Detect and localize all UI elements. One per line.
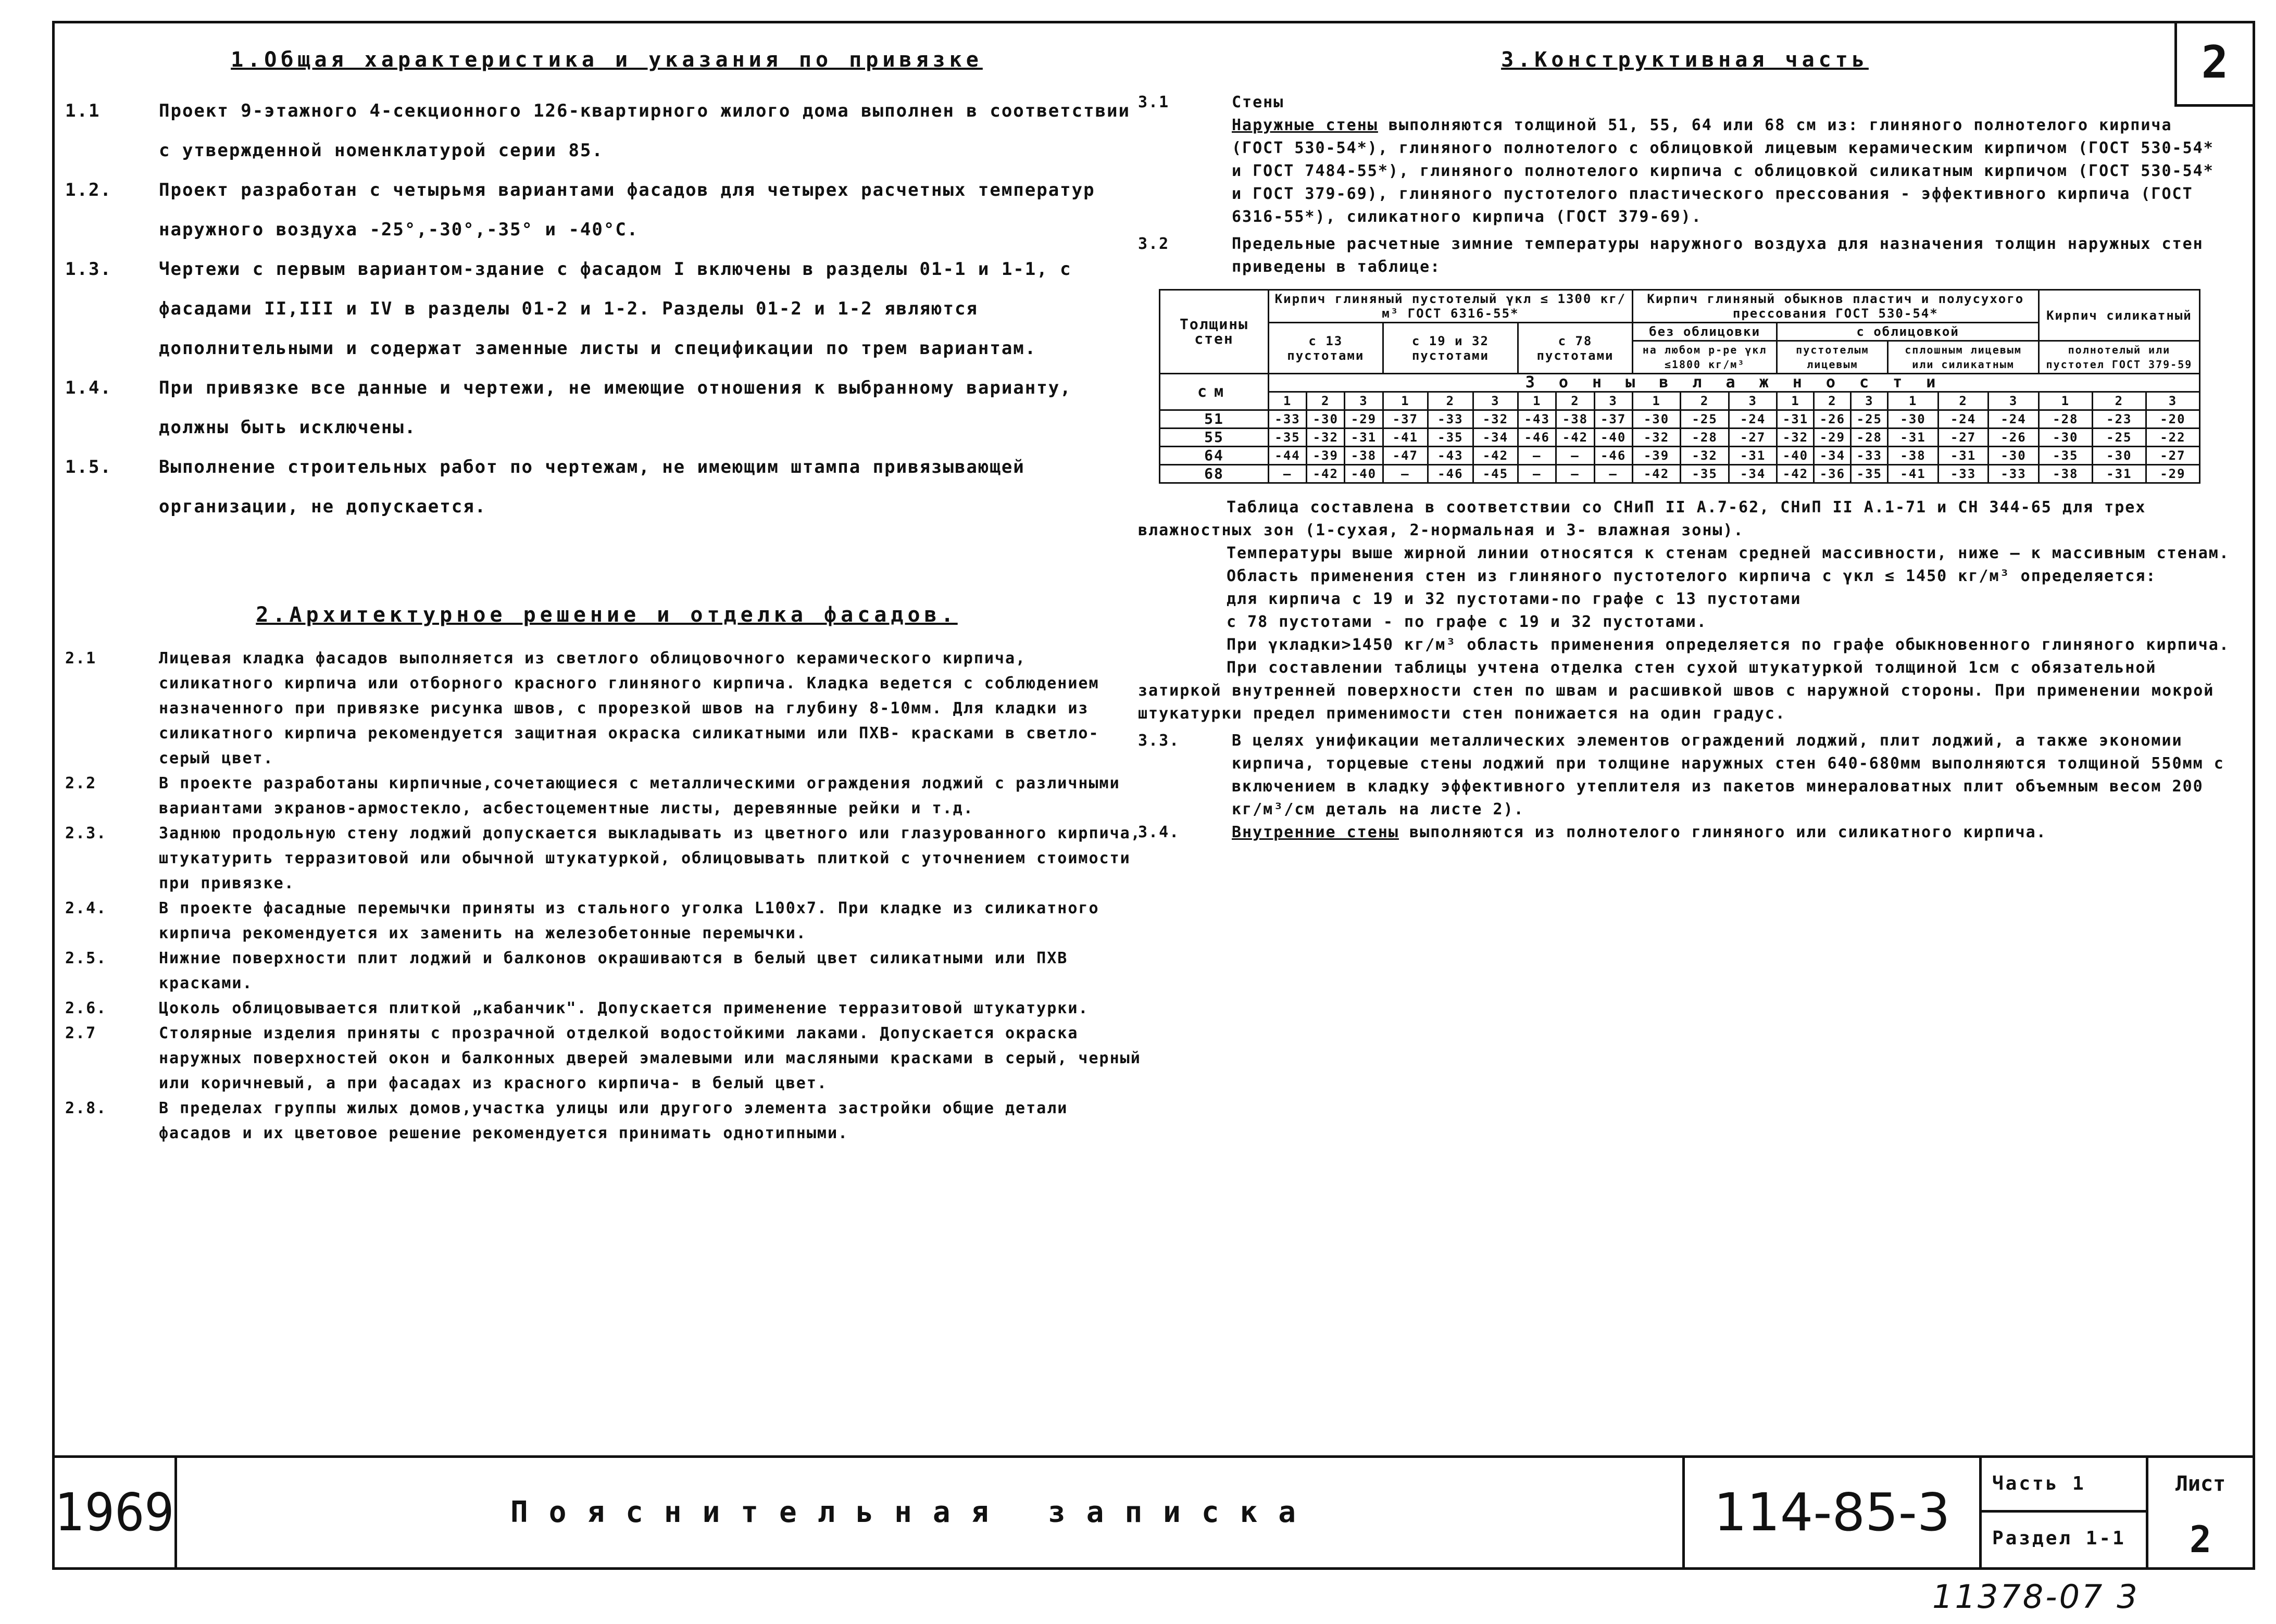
clause-text: Выполнение строительных работ по чертежам, не имеющим штампа привязывающей организации, не допускается. [159,457,1025,517]
temperature-cell: -31 [2092,465,2146,483]
clause-text: Проект разработан с четырьмя вариантами фасадов для четырех расчетных температур наружного воздуха -25°,-30°,-35° и -40°С. [159,180,1095,240]
temperature-cell: — [1518,447,1556,465]
temperature-cell: -40 [1777,447,1814,465]
table-header-no-facing: без облицовки [1632,323,1777,341]
temperature-cell: — [1518,465,1556,483]
clause-text: В проекте разработаны кирпичные,сочетающиеся с металлическими ограждения лоджий с различными вариантами экранов-армостекло, асбестоцементные листы, деревянные рейки и т.д. [159,774,1120,817]
clause-text: Заднюю продольную стену лоджий допускается выкладывать из цветного или глазурованного кирпича, штукатурить терразитовой или обычной штукатуркой, облицовывать плиткой с уточнением стоимости при привязке. [159,824,1141,892]
zone-number-cell: 2 [1428,392,1473,410]
temperature-cell: -41 [1383,429,1428,447]
table-notes [1138,496,2232,725]
temperature-cell: -32 [1681,447,1729,465]
temperature-cell: -35 [1851,465,1888,483]
temperature-cell: -41 [1888,465,1938,483]
clause-number: 3.2 [1138,235,1170,253]
clause [65,368,1148,447]
archive-number: 11378-07 3 [1932,1578,2140,1616]
section-3-title: 3.Конструктивная часть [1501,48,1869,72]
table-header-silicate-sub: полнотелый или пустотел ГОСТ 379-59 [2039,341,2199,374]
table-unit: см [1160,374,1269,410]
clause-text: В проекте фасадные перемычки приняты из стального уголка L100х7. При кладке из силикатного кирпича рекомендуется их заменить на железобетонные перемычки. [159,899,1099,942]
temperature-cell: -37 [1383,410,1428,429]
temperature-cell: -27 [1729,429,1777,447]
clause-text: Лицевая кладка фасадов выполняется из светлого облицовочного керамического кирпича, силикатного кирпича или отборного красного глиняного кирпича. Кладка ведется с соблюдением назначенного при привязке рисунка швов, с прорезкой швов на глубину 8-10мм. Для кладки из силикатного кирпича рекомендуется защитная окраска силикатными или ПХВ- красками в светло- серый цвет. [159,649,1099,767]
temperature-cell: -33 [1851,447,1888,465]
temperature-cell: -43 [1518,410,1556,429]
temperature-cell: -36 [1814,465,1851,483]
temperature-cell: -23 [2092,410,2146,429]
page-number-box: 2 [2174,23,2253,107]
zone-number-cell: 1 [1777,392,1814,410]
temperature-cell: -32 [1632,429,1681,447]
thickness-cell: 68 [1160,465,1269,483]
temperature-cell: -31 [1938,447,1988,465]
table-header-group-1: Кирпич глиняный пустотелый γкл ≤ 1300 кг/м³ ГОСТ 6316-55* [1269,290,1633,323]
zone-number-cell: 3 [1345,392,1383,410]
clause-text: Чертежи с первым вариантом-здание с фасадом I включены в разделы 01-1 и 1-1, с фасадами II,III и IV в разделы 01-2 и 1-2. Разделы 01-2 и 1-2 являются дополнительными и содержат заменные листы и спецификации по трем вариантам. [159,259,1072,359]
temperature-cell: -25 [2092,429,2146,447]
table-header-thickness: Толщины стен [1160,290,1269,374]
clause [65,91,1148,170]
temperature-cell: -32 [1777,429,1814,447]
table-note: При γкладки>1450 кг/м³ область применения определяется по графе обыкновенного глиняного кирпича. [1227,636,2230,654]
clause-3-1 [1138,91,2232,229]
spacer [65,526,1148,599]
clause-text: В пределах группы жилых домов,участка улицы или другого элемента застройки общие детали фасадов и их цветовое решение рекомендуется принимать однотипными. [159,1099,1068,1142]
clause [65,1096,1148,1146]
temperature-cell: -30 [1888,410,1938,429]
temperature-cell: -30 [1307,410,1345,429]
temperature-cell: -25 [1851,410,1888,429]
table-note: с 78 пустотами - по графе с 19 и 32 пустотами. [1227,613,1707,631]
zone-number-cell: 1 [1269,392,1307,410]
temperature-cell: -38 [1888,447,1938,465]
temperature-cell: -35 [1428,429,1473,447]
zone-number-cell: 2 [1307,392,1345,410]
temperature-cell: -31 [1345,429,1383,447]
temperature-cell: — [1594,465,1632,483]
temperature-cell: -20 [2146,410,2199,429]
temperature-cell: -30 [1989,447,2039,465]
clause-number: 1.5. [65,457,112,477]
clause [65,821,1148,896]
temperature-cell: -24 [1989,410,2039,429]
wall-temperature-table [1159,289,2200,484]
clause-number: 2.4. [65,899,107,917]
temperature-cell: -24 [1938,410,1988,429]
temperature-cell: -40 [1345,465,1383,483]
temperature-cell: -34 [1473,429,1518,447]
temperature-cell: -42 [1307,465,1345,483]
title-block-sheet-label: Лист [2175,1472,2226,1496]
clause-text: Столярные изделия приняты с прозрачной отделкой водостойкими лаками. Допускается окраска наружных поверхностей окон и балконных дверей эмалевыми или масляными красками в серый, черный или коричневый, а при фасадах из красного кирпича- в белый цвет. [159,1024,1141,1092]
clause [65,946,1148,996]
clause [65,1021,1148,1096]
temperature-cell: -33 [1938,465,1988,483]
temperature-cell: -35 [2039,447,2092,465]
table-header-19-32: с 19 и 32 пустотами [1383,323,1518,374]
table-header-solid-face: сплошным лицевым или силикатным [1888,341,2039,374]
table-row [1160,429,2200,447]
table-note: Область применения стен из глиняного пустотелого кирпича с γкл ≤ 1450 кг/м³ определяется: [1227,567,2157,585]
temperature-cell: -42 [1556,429,1594,447]
temperature-cell: -35 [1681,465,1729,483]
temperature-cell: -28 [1681,429,1729,447]
clause-3-4-text: выполняются из полнотелого глиняного или силикатного кирпича. [1398,823,2047,841]
clause-text: Нижние поверхности плит лоджий и балконов окрашиваются в белый цвет силикатными или ПХВ красками. [159,949,1068,992]
zone-number-cell: 3 [1594,392,1632,410]
temperature-cell: -31 [1777,410,1814,429]
temperature-cell: -29 [2146,465,2199,483]
temperature-cell: -40 [1594,429,1632,447]
clause-3-1-head: Стены [1232,93,1284,111]
temperature-cell: -31 [1888,429,1938,447]
temperature-cell: -34 [1814,447,1851,465]
temperature-cell: -33 [1428,410,1473,429]
temperature-cell: -26 [1989,429,2039,447]
temperature-cell: -39 [1632,447,1681,465]
temperature-cell: -37 [1594,410,1632,429]
temperature-cell: -42 [1473,447,1518,465]
temperature-cell: -38 [1556,410,1594,429]
zone-number-cell: 3 [1473,392,1518,410]
temperature-cell: -44 [1269,447,1307,465]
table-note: Температуры выше жирной линии относятся к стенам средней массивности, ниже — к массивным стенам. [1227,544,2230,562]
clause [65,447,1148,526]
title-block-part: Часть 1 [1982,1458,2148,1513]
clause-text: Проект 9-этажного 4-секционного 126-квартирного жилого дома выполнен в соответствии с утвержденной номенклатурой серии 85. [159,100,1130,161]
thickness-cell: 55 [1160,429,1269,447]
table-zone-numbers [1160,392,2200,410]
temperature-cell: — [1383,465,1428,483]
drawing-sheet [52,21,2255,1570]
clause-3-2 [1138,233,2232,279]
clause-3-2-text: Предельные расчетные зимние температуры наружного воздуха для назначения толщин наружных стен приведены в таблице: [1232,235,2204,276]
zone-number-cell: 3 [1989,392,2039,410]
clause-3-4-body [1232,821,2232,844]
table-note: Таблица составлена в соответствии со СНиП II А.7-62, СНиП II А.1-71 и СН 344-65 для трех влажностных зон (1-сухая, 2-нормальная и 3- влажная зоны). [1138,498,2146,539]
clause-number: 2.6. [65,999,107,1017]
temperature-cell: -42 [1777,465,1814,483]
zone-number-cell: 1 [1518,392,1556,410]
temperature-cell: -28 [2039,410,2092,429]
table-note: для кирпича с 19 и 32 пустотами-по графе с 13 пустотами [1227,590,1802,608]
clause-number: 1.1 [65,100,101,121]
zone-number-cell: 1 [1632,392,1681,410]
table-note: При составлении таблицы учтена отделка стен сухой штукатуркой толщиной 1см с обязательной затиркой внутренней поверхности стен по швам и расшивкой швов с наружной стороны. При применении мокрой штукатурки предел применимости стен понижается на один градус. [1138,659,2215,723]
clause-number: 2.5. [65,949,107,967]
temperature-cell: -38 [1345,447,1383,465]
clause-3-3 [1138,729,2232,821]
clause [65,170,1148,249]
zone-number-cell: 3 [1729,392,1777,410]
zone-number-cell: 2 [1938,392,1988,410]
table-header-13: с 13 пустотами [1269,323,1383,374]
temperature-cell: -46 [1428,465,1473,483]
temperature-cell: -39 [1307,447,1345,465]
thickness-cell: 64 [1160,447,1269,465]
temperature-cell: -30 [2039,429,2092,447]
temperature-cell: -38 [2039,465,2092,483]
thickness-cell: 51 [1160,410,1269,429]
temperature-cell: -29 [1814,429,1851,447]
table-header-with-facing: с облицовкой [1777,323,2039,341]
temperature-cell: -29 [1345,410,1383,429]
clause-number: 1.4. [65,377,112,398]
left-column [65,44,1148,1146]
clause [65,996,1148,1021]
clause-number: 2.1 [65,649,97,668]
title-block [52,1455,2255,1570]
temperature-cell: -33 [1989,465,2039,483]
table-header-group-2: Кирпич глиняный обыкнов пластич и полусухого прессования ГОСТ 530-54* [1632,290,2039,323]
zone-number-cell: 3 [1851,392,1888,410]
zone-number-cell: 1 [2039,392,2092,410]
temperature-cell: -32 [1307,429,1345,447]
zone-number-cell: 2 [1814,392,1851,410]
clause-number: 2.7 [65,1024,97,1042]
outer-walls-term: Наружные стены [1232,116,1378,134]
clause-number: 3.1 [1138,93,1170,111]
temperature-cell: -43 [1428,447,1473,465]
inner-walls-term: Внутренние стены [1232,823,1399,841]
clause-3-4 [1138,821,2232,844]
temperature-cell: -32 [1473,410,1518,429]
clause-text: При привязке все данные и чертежи, не имеющие отношения к выбранному варианту, должны быть исключены. [159,377,1072,438]
title-block-sheet-number: 2 [2189,1518,2212,1561]
title-block-year: 1969 [55,1458,177,1567]
right-column [1138,44,2232,844]
temperature-cell: -27 [1938,429,1988,447]
title-block-title: Пояснительная записка [177,1458,1685,1567]
temperature-cell: -30 [1632,410,1681,429]
temperature-cell: -46 [1594,447,1632,465]
zone-number-cell: 2 [1681,392,1729,410]
clause [65,646,1148,771]
table-header-group-3: Кирпич силикатный [2039,290,2199,341]
temperature-cell: -24 [1729,410,1777,429]
section-1-list [65,91,1148,526]
clause [65,249,1148,368]
zone-number-cell: 3 [2146,392,2199,410]
clause [65,771,1148,821]
temperature-cell: -28 [1851,429,1888,447]
clause-number: 3.4. [1138,823,1180,841]
clause-3-3-text: В целях унификации металлических элементов ограждений лоджий, плит лоджий, а также экономии кирпича, торцевые стены лоджий при толщине наружных стен 640-680мм выполняются толщиной 550мм с включением в кладку эффективного утеплителя из пакетов минераловатных плит объемным весом 200 кг/м³/см деталь на листе 2). [1232,732,2224,819]
clause-number: 3.3. [1138,732,1180,750]
clause-3-1-body [1232,114,2232,229]
temperature-cell: -34 [1729,465,1777,483]
table-row [1160,447,2200,465]
temperature-cell: -25 [1681,410,1729,429]
temperature-cell: -42 [1632,465,1681,483]
temperature-cell: -47 [1383,447,1428,465]
clause-3-1-text: выполняются толщиной 51, 55, 64 или 68 см из: глиняного полнотелого кирпича (ГОСТ 530-54*), глиняного полнотелого с облицовкой лицевым керамическим кирпичом (ГОСТ 530-54* и ГОСТ 7484-55*), глиняного полнотелого кирпича с облицовкой силикатным кирпичом (ГОСТ 530-54* и ГОСТ 379-69), глиняного пустотелого пластического прессования - эффективного кирпича (ГОСТ 6316-55*), силикатного кирпича (ГОСТ 379-69). [1232,116,2214,226]
zone-number-cell: 2 [1556,392,1594,410]
clause-number: 1.3. [65,259,112,280]
table-zones-label: З о н ы в л а ж н о с т и [1269,374,2200,392]
temperature-cell: -26 [1814,410,1851,429]
table-header-78: с 78 пустотами [1518,323,1633,374]
temperature-cell: -46 [1518,429,1556,447]
clause-number: 2.8. [65,1099,107,1117]
table-header-hollow-face: пустотелым лицевым [1777,341,1888,374]
table-row [1160,410,2200,429]
temperature-cell: -30 [2092,447,2146,465]
clause-number: 1.2. [65,180,112,200]
temperature-cell: -31 [1729,447,1777,465]
temperature-cell: -35 [1269,429,1307,447]
temperature-cell: — [1556,465,1594,483]
clause-number: 2.2 [65,774,97,792]
temperature-cell: — [1556,447,1594,465]
clause [65,896,1148,946]
temperature-cell: -33 [1269,410,1307,429]
table-row [1160,465,2200,483]
zone-number-cell: 2 [2092,392,2146,410]
title-block-section: Раздел 1-1 [1982,1513,2148,1567]
section-1-title: 1.Общая характеристика и указания по привязке [231,48,983,72]
temperature-cell: -45 [1473,465,1518,483]
clause-number: 2.3. [65,824,107,842]
section-2-list [65,646,1148,1146]
temperature-cell: -22 [2146,429,2199,447]
table-header-any-fill: на любом р-ре γкл ≤1800 кг/м³ [1632,341,1777,374]
zone-number-cell: 1 [1888,392,1938,410]
section-2-title: 2.Архитектурное решение и отделка фасадов. [256,603,958,627]
temperature-cell: -27 [2146,447,2199,465]
clause-text: Цоколь облицовывается плиткой „кабанчик". Допускается применение терразитовой штукатурки. [159,999,1089,1017]
zone-number-cell: 1 [1383,392,1428,410]
title-block-code: 114-85-3 [1685,1458,1982,1567]
temperature-cell: — [1269,465,1307,483]
